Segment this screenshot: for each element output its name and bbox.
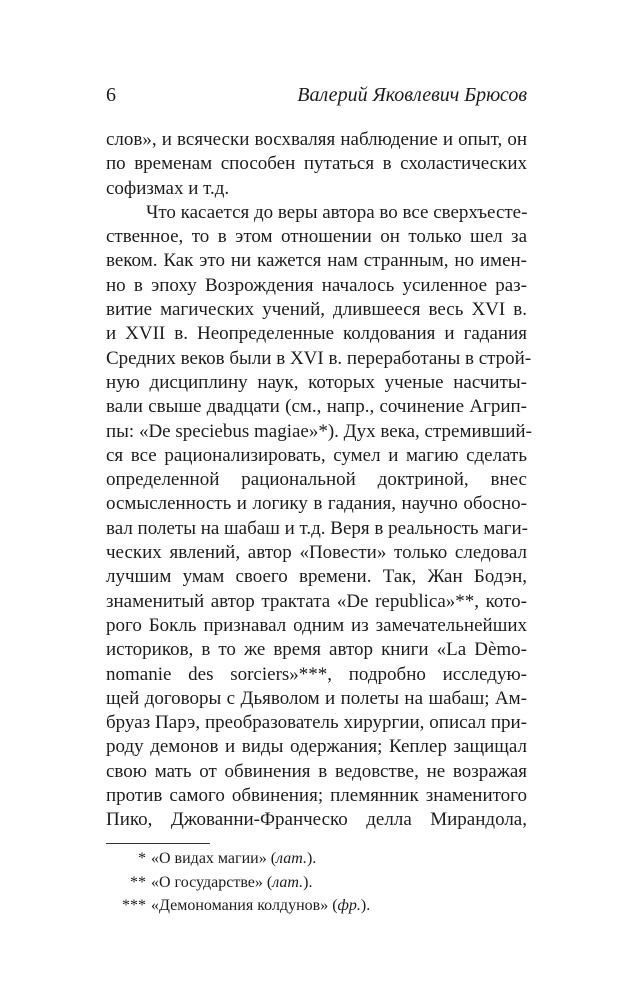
body-text bbox=[106, 128, 532, 833]
text-line: Что касается до веры автора во все сверхъесте- bbox=[146, 201, 528, 223]
text-line: вал полеты на шабаш и т.д. Веря в реальность маги- bbox=[106, 517, 528, 539]
text-line: Пико, Джованни-Франческо делла Мирандола, bbox=[106, 809, 527, 831]
text-line: свою мать от обвинения в ведовстве, не возражая bbox=[106, 760, 527, 782]
text-line: ческих явлений, автор «Повести» только следовал bbox=[106, 542, 527, 564]
footnote-language: лат. bbox=[272, 873, 304, 891]
running-title: Валерий Яковлевич Брюсов bbox=[297, 84, 527, 106]
footnote-text: «Демономания колдунов» bbox=[151, 897, 329, 914]
text-line: ственное, то в этом отношении он только шел за bbox=[106, 226, 527, 248]
footnote: *** «Демономания колдунов» (фр.). bbox=[106, 894, 527, 918]
text-line: Средних веков были в XVI в. переработаны в строй- bbox=[106, 347, 532, 369]
text-line: веком. Как это ни кажется нам странным, но имен- bbox=[106, 250, 527, 272]
text-line: и XVII в. Неопределенные колдования и гадания bbox=[106, 323, 527, 345]
text-line: вали свыше двадцати (см., напр., сочинение Агрип- bbox=[106, 396, 527, 418]
footnote-text: «О государстве» bbox=[151, 873, 263, 891]
text-line: определенной рациональной доктриной, внес bbox=[106, 469, 527, 491]
page-header bbox=[106, 82, 527, 108]
text-line: по временам способен путаться в схоластических bbox=[106, 153, 527, 175]
footnote-text: «О видах магии» bbox=[151, 850, 267, 867]
text-line: знаменитый автор трактата «De republica»**, кото- bbox=[106, 590, 527, 612]
text-line: щей договоры с Дьяволом и полеты на шабаш; Ам- bbox=[106, 687, 527, 709]
page-number: 6 bbox=[106, 84, 116, 106]
footnote-language: лат. bbox=[276, 850, 307, 867]
footnote-mark: *** bbox=[122, 897, 146, 914]
footnote-rule bbox=[106, 843, 210, 844]
footnote-mark: ** bbox=[130, 873, 146, 891]
text-line: роду демонов и виды одержания; Кеплер защищал bbox=[106, 736, 527, 758]
text-line: ную дисциплину наук, которых ученые насчиты- bbox=[106, 371, 527, 393]
text-line: nomanie des sorciers»***, подробно исследую- bbox=[106, 663, 527, 685]
text-line: осмысленность и логику в гадания, научно обосно- bbox=[106, 493, 527, 515]
text-line: против самого обвинения; племянник знаменитого bbox=[106, 785, 527, 807]
footnote-mark: * bbox=[138, 850, 146, 867]
footnotes bbox=[106, 847, 527, 918]
text-line: слов», и всячески восхваляя наблюдение и опыт, он bbox=[106, 129, 527, 150]
text-line: историков, в то же время автор книги «La Dèmo- bbox=[106, 639, 527, 661]
text-line: лучшим умам своего времени. Так, Жан Бодэн, bbox=[106, 566, 527, 588]
footnote-language: фр. bbox=[337, 897, 361, 914]
footnote: ** «О государстве» (лат.). bbox=[106, 871, 527, 895]
text-line: витие магических учений, длившееся весь XVI в. bbox=[106, 299, 527, 321]
text-line: софизмах и т.д. bbox=[106, 177, 230, 199]
text-line: бруаз Парэ, преобразователь хирургии, описал при- bbox=[106, 712, 527, 734]
text-line: но в эпоху Возрождения началось усиленное раз- bbox=[106, 274, 527, 296]
footnote: * «О видах магии» (лат.). bbox=[106, 847, 527, 871]
text-line: рого Бокль признавал одним из замечательнейших bbox=[106, 614, 527, 636]
text-line: пы: «De speciebus magiae»*). Дух века, стремивший- bbox=[106, 420, 532, 442]
text-line: ся все рационализировать, сумел и магию сделать bbox=[106, 444, 527, 466]
